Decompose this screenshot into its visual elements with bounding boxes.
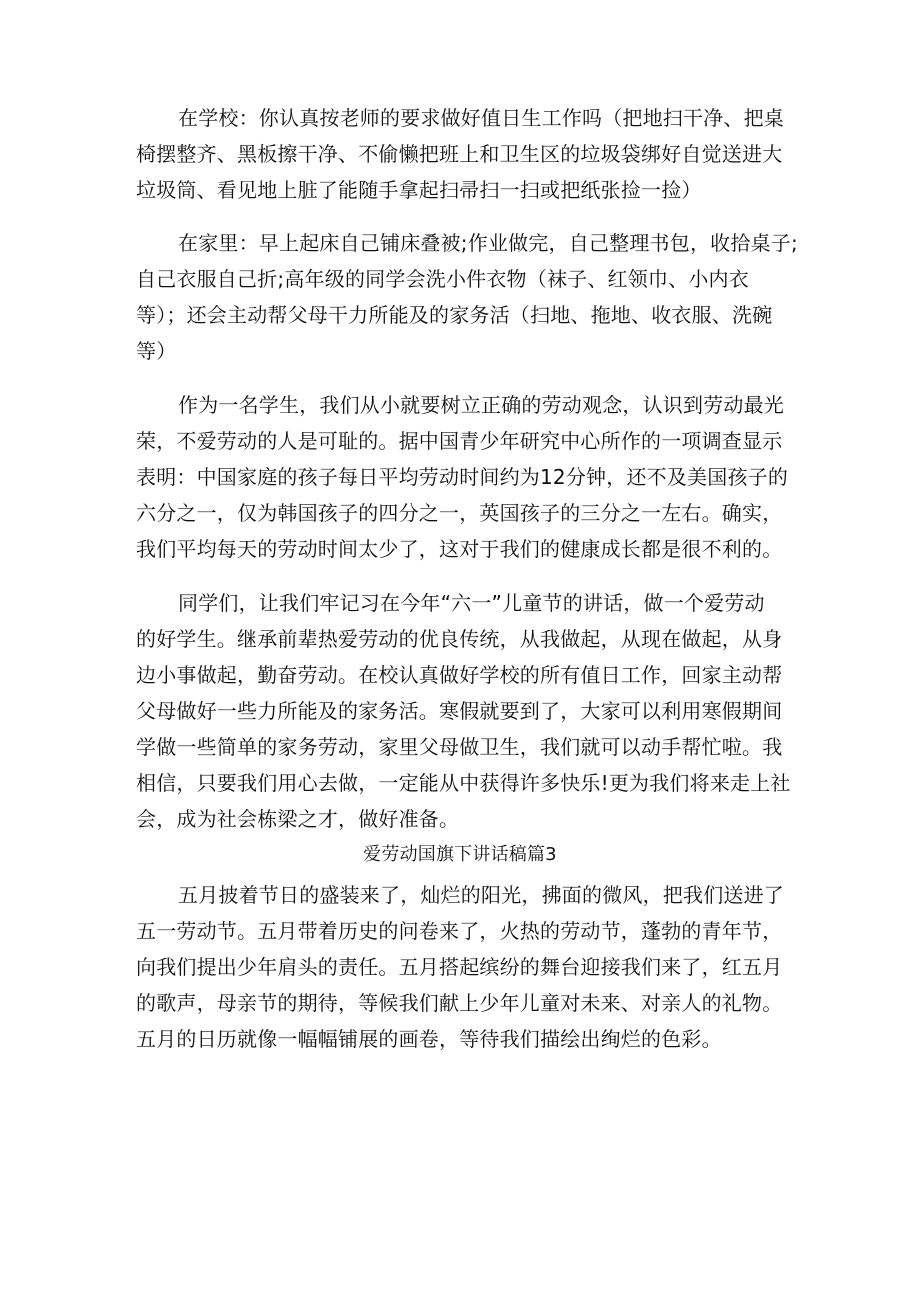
text-line: 在学校：你认真按老师的要求做好值日生工作吗（把地扫干净、把桌 [178,106,784,130]
text-line: 我们平均每天的劳动时间太少了，这对于我们的健康成长都是很不利的。 [136,537,783,561]
text-line: 五一劳动节。五月带着历史的问卷来了，火热的劳动节，蓬勃的青年节， [136,919,783,943]
text-line: 垃圾筒、看见地上脏了能随手拿起扫帚扫一扫或把纸张捡一捡） [136,178,702,202]
text-line: 作为一名学生，我们从小就要树立正确的劳动观念，认识到劳动最光 [178,393,784,417]
text-line: 的好学生。继承前辈热爱劳动的优良传统，从我做起，从现在做起，从身 [136,627,783,651]
text-line: 的歌声，母亲节的期待，等候我们献上少年儿童对未来、对亲人的礼物。 [136,991,783,1015]
text-line: 父母做好一些力所能及的家务活。寒假就要到了，大家可以利用寒假期间 [136,699,783,723]
text-line: 会，成为社会栋梁之才，做好准备。 [136,807,460,831]
text-line: 自己衣服自己折;高年级的同学会洗小件衣物（袜子、红领巾、小内衣 [136,267,749,291]
text-line: 五月的日历就像一幅幅铺展的画卷，等待我们描绘出绚烂的色彩。 [136,1027,722,1051]
section-heading: 爱劳动国旗下讲话稿篇3 [363,844,557,865]
text-line: 边小事做起，勤奋劳动。在校认真做好学校的所有值日工作，回家主动帮 [136,663,783,687]
text-line: 在家里：早上起床自己铺床叠被;作业做完，自己整理书包，收拾桌子; [178,231,798,255]
text-line: 向我们提出少年肩头的责任。五月搭起缤纷的舞台迎接我们来了，红五月 [136,955,783,979]
text-line: 学做一些简单的家务劳动，家里父母做卫生，我们就可以动手帮忙啦。我 [136,735,783,759]
text-line: 等） [136,339,177,363]
text-line: 椅摆整齐、黑板擦干净、不偷懒把班上和卫生区的垃圾袋绑好自觉送进大 [136,142,783,166]
text-line: 相信，只要我们用心去做，一定能从中获得许多快乐!更为我们将来走上社 [136,771,791,795]
text-line: 五月披着节日的盛装来了，灿烂的阳光，拂面的微风，把我们送进了 [178,883,784,907]
text-line: 荣，不爱劳动的人是可耻的。据中国青少年研究中心所作的一项调查显示 [136,429,783,453]
text-line: 同学们，让我们牢记习在今年“六一”儿童节的讲话，做一个爱劳动 [178,591,765,615]
text-line: 等）；还会主动帮父母干力所能及的家务活（扫地、拖地、收衣服、洗碗 [136,303,773,327]
text-line: 表明：中国家庭的孩子每日平均劳动时间约为12分钟，还不及美国孩子的 [136,465,789,489]
text-line: 六分之一，仅为韩国孩子的四分之一，英国孩子的三分之一左右。确实， [136,501,783,525]
